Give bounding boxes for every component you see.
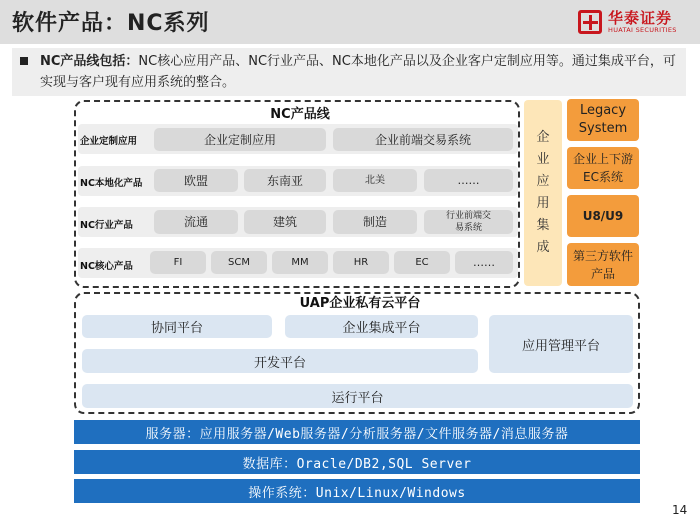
page-number: 14 bbox=[672, 503, 688, 517]
u8-u9-box: U8/U9 bbox=[567, 195, 639, 237]
legacy-system-box: Legacy System bbox=[567, 99, 639, 141]
cell-eu: 欧盟 bbox=[154, 169, 238, 192]
enterprise-integration-label: 企业应用集成 bbox=[536, 130, 550, 255]
third-party-software-box: 第三方软件产品 bbox=[567, 243, 639, 286]
intro-lead: NC产品线包括： bbox=[40, 54, 139, 69]
row-label-core: NC核心产品 bbox=[80, 261, 133, 272]
row-label-local: NC本地化产品 bbox=[80, 178, 143, 189]
intro-body: NC核心应用产品、NC行业产品、NC本地化产品以及企业客户定制应用等。通过集成平台，可实现与客户现有应用系统的整合。 bbox=[40, 54, 676, 90]
cell-manufacturing: 制造 bbox=[333, 210, 417, 234]
cell-construction: 建筑 bbox=[244, 210, 326, 234]
header-bar bbox=[0, 0, 700, 44]
cell-scm: SCM bbox=[211, 251, 267, 274]
row-label-industry: NC行业产品 bbox=[80, 220, 133, 231]
intro-panel bbox=[12, 48, 686, 96]
row-label-custom: 企业定制应用 bbox=[80, 136, 138, 147]
collab-platform: 协同平台 bbox=[82, 315, 272, 338]
nc-product-line-title: NC产品线 bbox=[270, 107, 330, 122]
cell-mm: MM bbox=[272, 251, 328, 274]
cell-north-america: 北美 bbox=[333, 169, 417, 192]
cell-front-trading: 企业前端交易系统 bbox=[333, 128, 513, 151]
cell-core-more: …… bbox=[455, 251, 513, 274]
cell-custom-app: 企业定制应用 bbox=[154, 128, 326, 151]
app-management-platform: 应用管理平台 bbox=[489, 315, 633, 373]
enterprise-integration-platform: 企业集成平台 bbox=[285, 315, 478, 338]
logo-text-cn: 华泰证券 bbox=[608, 9, 673, 27]
cell-southeast-asia: 东南亚 bbox=[244, 169, 326, 192]
logo-text-en: HUATAI SECURITIES bbox=[608, 26, 677, 34]
logo-mark-icon bbox=[578, 10, 602, 34]
square-bullet-icon bbox=[20, 57, 28, 65]
cell-hr: HR bbox=[333, 251, 389, 274]
cell-fi: FI bbox=[150, 251, 206, 274]
enterprise-integration-box bbox=[524, 100, 562, 286]
cell-ec: EC bbox=[394, 251, 450, 274]
cell-industry-front-trading: 行业前端交易系统 bbox=[424, 210, 513, 234]
company-logo bbox=[578, 8, 690, 38]
runtime-platform: 运行平台 bbox=[82, 384, 633, 408]
intro-text bbox=[40, 51, 680, 93]
uap-platform-title: UAP企业私有云平台 bbox=[299, 296, 421, 311]
database-layer-bar: 数据库：Oracle/DB2,SQL Server bbox=[74, 450, 640, 474]
page-title: 软件产品：NC系列 bbox=[12, 11, 210, 36]
cell-distribution: 流通 bbox=[154, 210, 238, 234]
cell-local-more: …… bbox=[424, 169, 513, 192]
development-platform: 开发平台 bbox=[82, 349, 478, 373]
server-layer-bar: 服务器：应用服务器/Web服务器/分析服务器/文件服务器/消息服务器 bbox=[74, 420, 640, 444]
upstream-downstream-ec-box: 企业上下游EC系统 bbox=[567, 147, 639, 189]
os-layer-bar: 操作系统：Unix/Linux/Windows bbox=[74, 479, 640, 503]
